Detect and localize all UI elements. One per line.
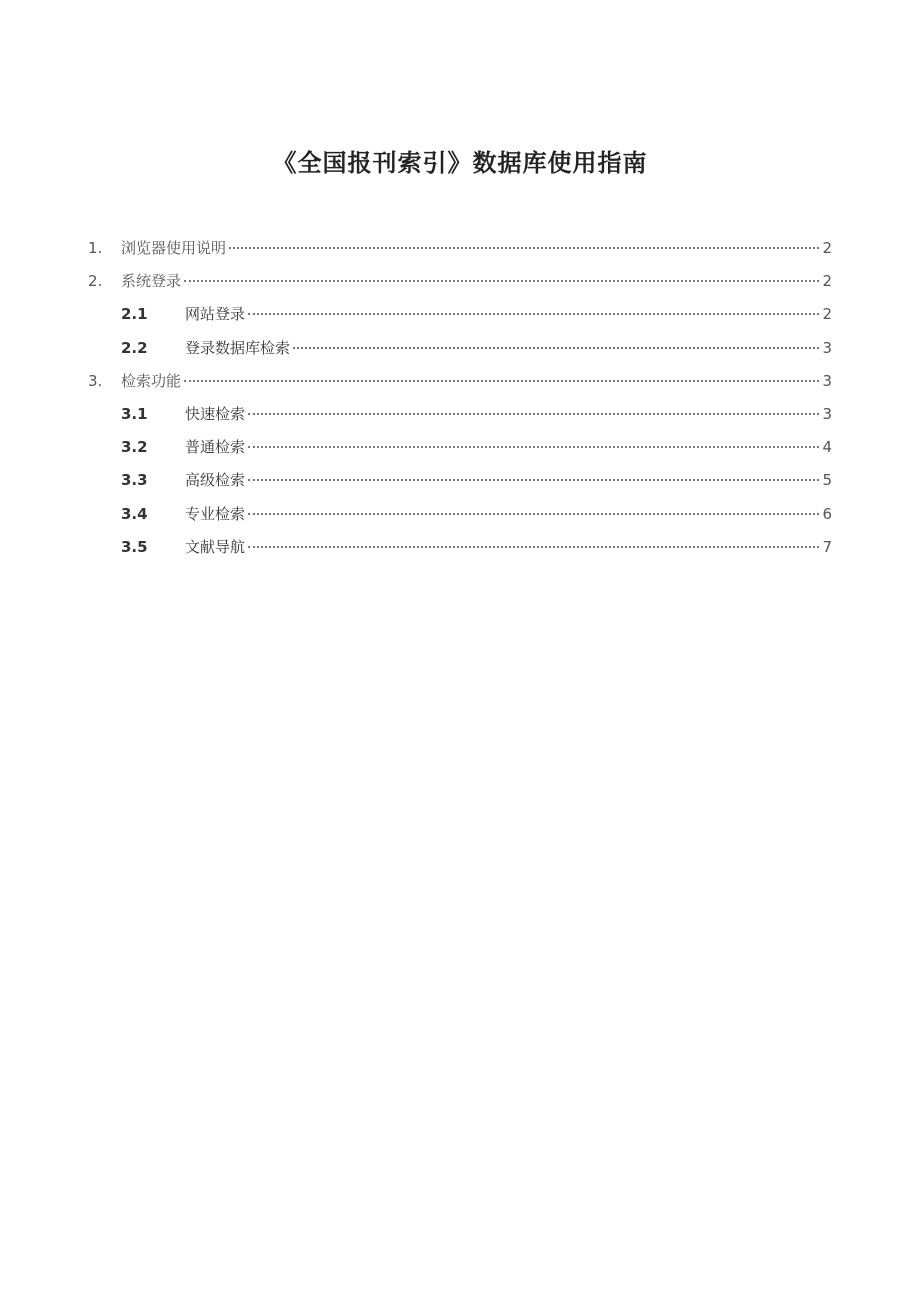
document-title: 《全国报刊索引》数据库使用指南 — [272, 148, 648, 178]
toc-page-number: 2 — [822, 272, 832, 291]
toc-dot-leader — [293, 347, 819, 349]
toc-dot-leader — [248, 446, 819, 448]
toc-number: 2. — [88, 272, 103, 291]
toc-number: 3. — [88, 371, 103, 390]
toc-text: 文献导航 — [185, 537, 246, 556]
toc-entry-3-1[interactable] — [88, 398, 832, 431]
toc-dot-leader — [248, 479, 819, 481]
toc-entry-2[interactable] — [88, 265, 832, 298]
toc-page-number: 6 — [822, 504, 832, 523]
toc-text: 系统登录 — [121, 272, 182, 291]
toc-dot-leader — [184, 280, 819, 282]
toc-dot-leader — [248, 513, 819, 515]
toc-dot-leader — [248, 413, 819, 415]
toc-text: 普通检索 — [185, 438, 246, 457]
toc-entry-3-5[interactable] — [88, 531, 832, 564]
toc-entry-1[interactable] — [88, 232, 832, 265]
toc-number: 3.4 — [121, 504, 148, 523]
toc-text: 检索功能 — [121, 371, 182, 390]
toc-text: 登录数据库检索 — [185, 338, 291, 357]
toc-text: 网站登录 — [185, 305, 246, 324]
toc-text: 快速检索 — [185, 404, 246, 423]
toc-page-number: 2 — [822, 305, 832, 324]
toc-entry-3-2[interactable] — [88, 431, 832, 464]
toc-number: 3.3 — [121, 471, 148, 490]
toc-entry-2-2[interactable] — [88, 332, 832, 365]
toc-number: 3.1 — [121, 404, 148, 423]
toc-number: 2.1 — [121, 305, 148, 324]
table-of-contents — [88, 232, 832, 564]
toc-page-number: 3 — [822, 338, 832, 357]
toc-text: 专业检索 — [185, 504, 246, 523]
toc-text: 高级检索 — [185, 471, 246, 490]
toc-dot-leader — [248, 546, 819, 548]
toc-dot-leader — [184, 380, 819, 382]
toc-number: 3.5 — [121, 537, 148, 556]
toc-page-number: 3 — [822, 404, 832, 423]
toc-entry-3[interactable] — [88, 365, 832, 398]
toc-page-number: 5 — [822, 471, 832, 490]
toc-text: 浏览器使用说明 — [121, 239, 227, 257]
toc-page-number: 4 — [822, 438, 832, 457]
toc-dot-leader — [248, 313, 819, 315]
toc-entry-3-4[interactable] — [88, 498, 832, 531]
toc-number: 2.2 — [121, 338, 148, 357]
toc-entry-2-1[interactable] — [88, 298, 832, 331]
toc-page-number: 7 — [822, 537, 832, 556]
toc-dot-leader — [229, 247, 819, 249]
toc-page-number: 3 — [822, 371, 832, 390]
toc-number: 3.2 — [121, 438, 148, 457]
toc-entry-3-3[interactable] — [88, 464, 832, 497]
toc-number: 1. — [88, 239, 103, 257]
toc-page-number: 2 — [822, 239, 832, 257]
